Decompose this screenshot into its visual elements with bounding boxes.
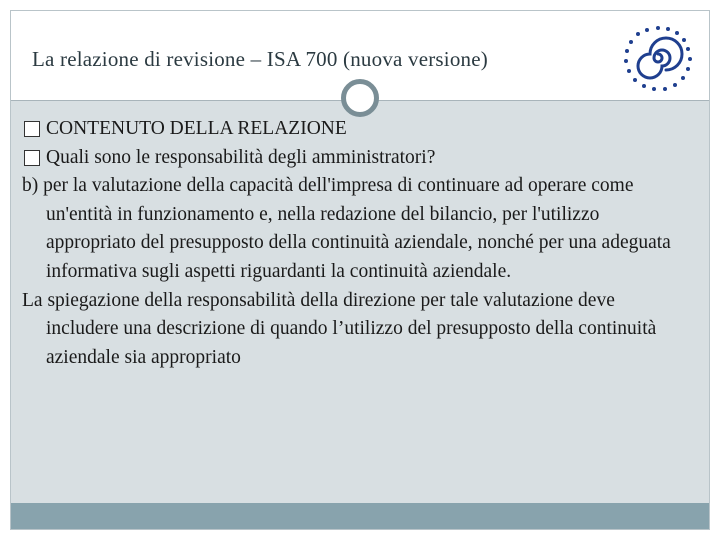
checkbox-bullet-icon	[24, 121, 40, 137]
bullet-item	[22, 115, 682, 144]
footer-band	[11, 503, 709, 529]
slide-body	[22, 115, 682, 372]
body-paragraph: La spiegazione della responsabilità della direzione per tale valutazione deve includere una descrizione di quando l’utilizzo del presupposto della continuità aziendale sia appropriato	[22, 289, 657, 368]
checkbox-bullet-icon	[24, 150, 40, 166]
body-paragraph: b) per la valutazione della capacità dell'impresa di continuare ad operare come un'entità in funzionamento e, nella redazione del bilancio, per l'utilizzo appropriato del presupposto della continuità aziendale, nonché per una adeguata informativa sugli aspetti riguardanti la continuità aziendale.	[22, 175, 671, 282]
ring-divider-icon	[341, 79, 379, 117]
bullet-text: Quali sono le responsabilità degli amministratori?	[46, 146, 436, 168]
slide-title: La relazione di revisione – ISA 700 (nuova versione)	[32, 47, 488, 71]
bullet-item	[22, 144, 682, 173]
spiral-logo-icon	[616, 22, 700, 94]
bullet-text: CONTENUTO DELLA RELAZIONE	[46, 118, 347, 139]
